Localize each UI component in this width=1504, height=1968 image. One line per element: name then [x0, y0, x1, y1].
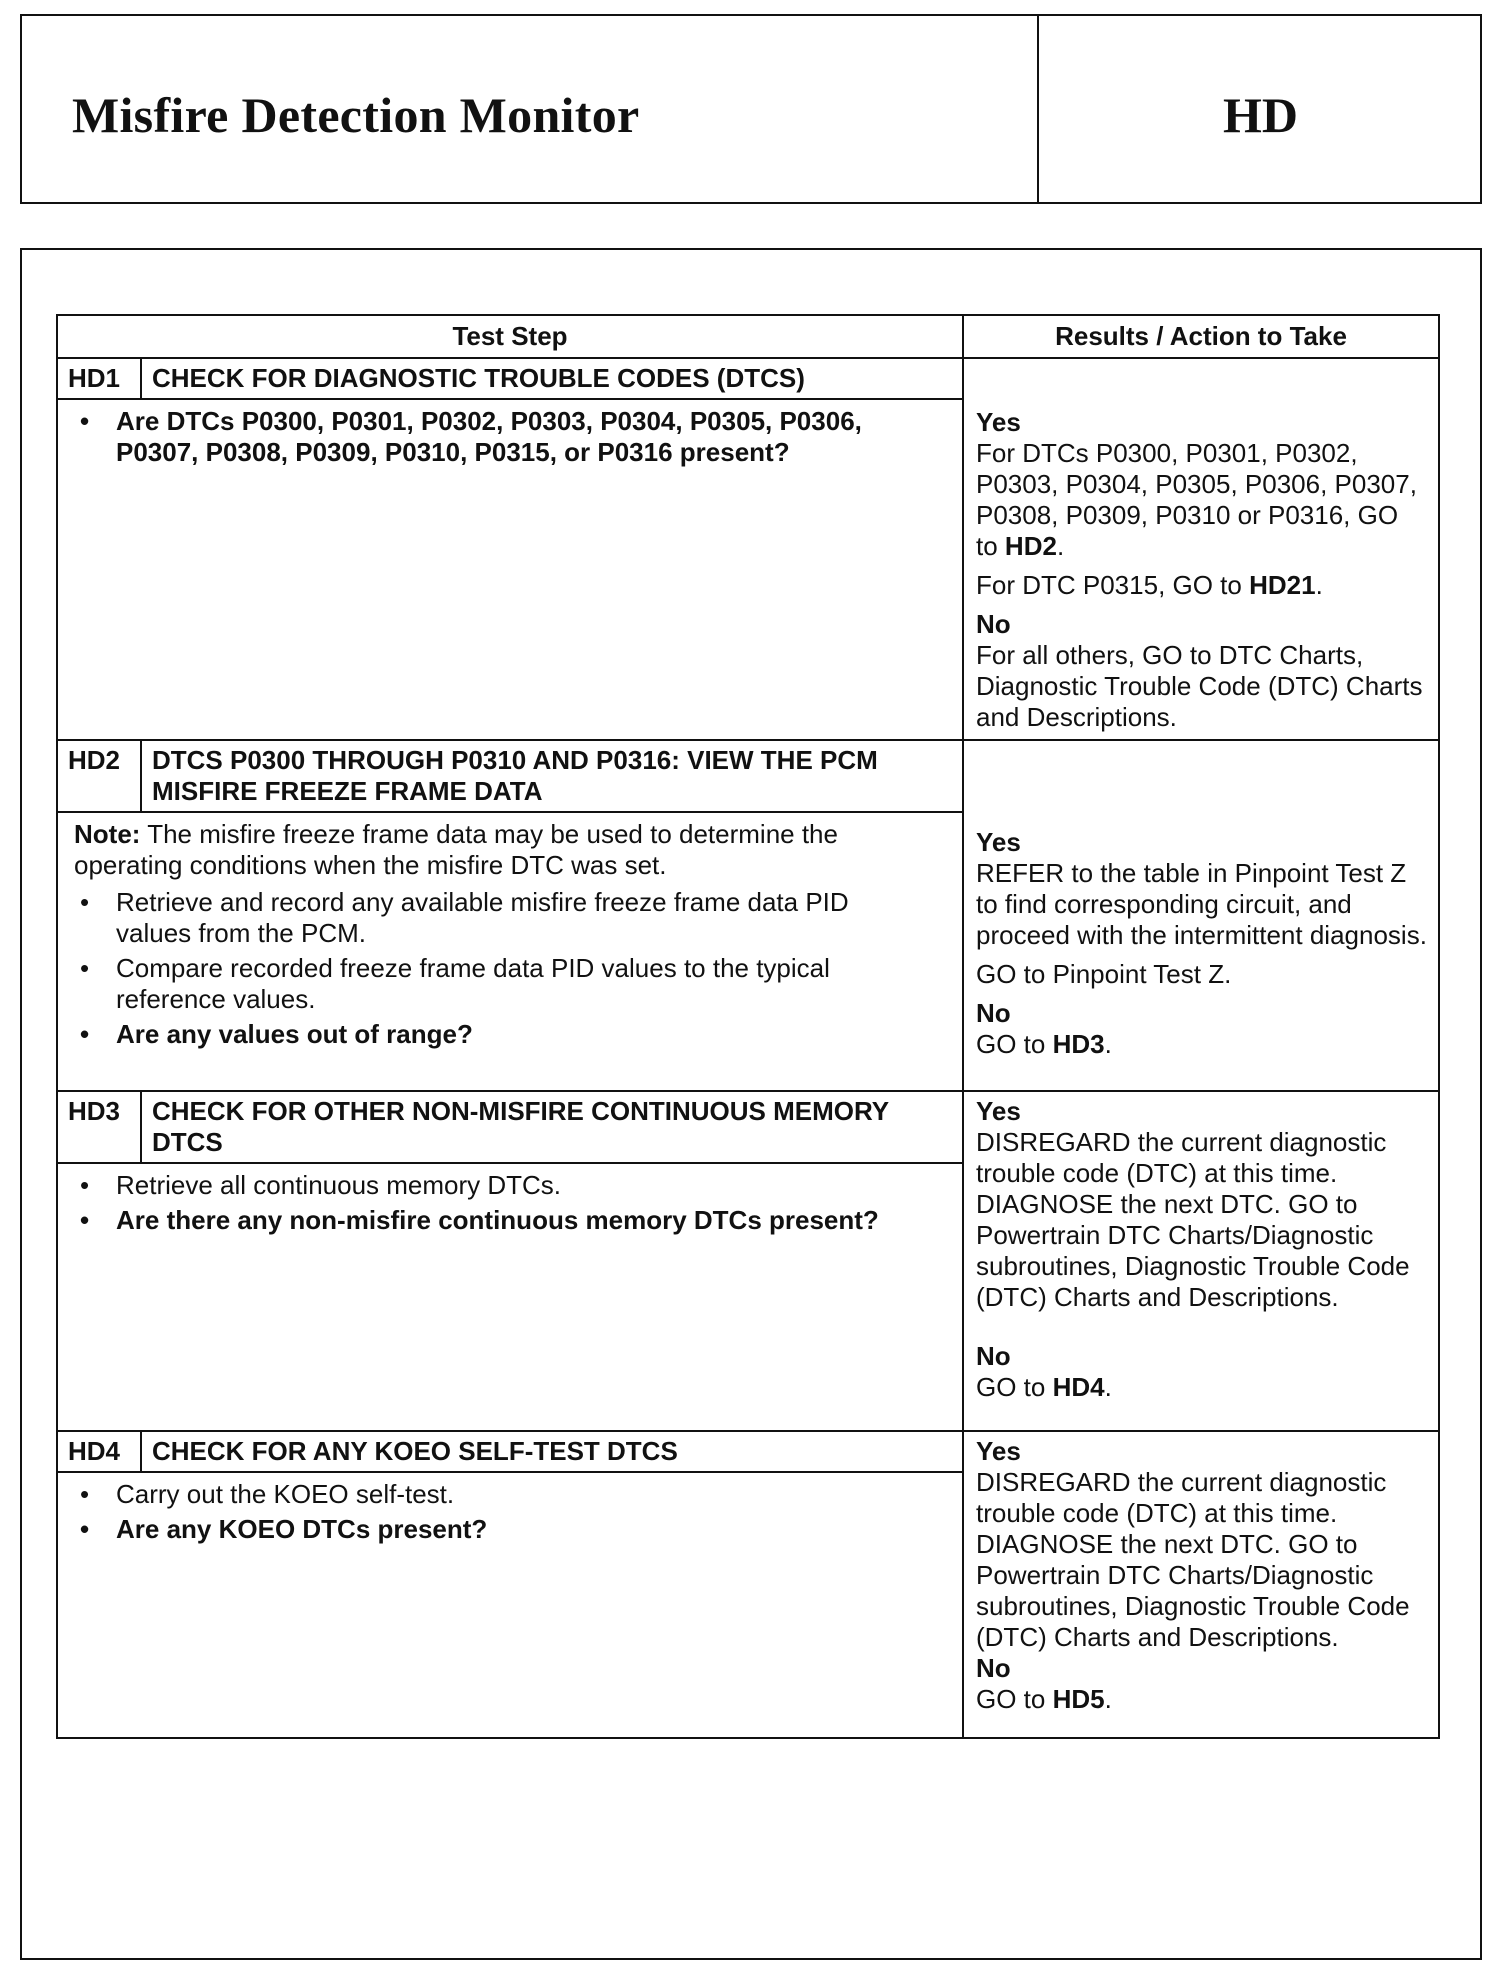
table-row-hd2 — [57, 740, 1439, 1091]
step-question: • Are there any non-misfire continuous memory DTCs present? — [74, 1205, 922, 1236]
step-title: DTCS P0300 THROUGH P0310 AND P0316: VIEW THE PCM MISFIRE FREEZE FRAME DATA — [152, 745, 878, 806]
step-id: HD4 — [58, 1432, 142, 1471]
step-body-hd2 — [58, 813, 962, 1064]
goto-ref-hd2[interactable]: HD2 — [1004, 531, 1057, 561]
step-question: • Are DTCs P0300, P0301, P0302, P0303, P0304, P0305, P0306, P0307, P0308, P0309, P0310, P0315, or P0316 present? — [74, 406, 922, 468]
column-header-results: Results / Action to Take — [963, 315, 1439, 358]
step-header-hd3 — [58, 1092, 962, 1164]
yes-label: Yes — [976, 1436, 1021, 1466]
step-id: HD2 — [58, 741, 142, 811]
step-id: HD1 — [58, 359, 142, 398]
step-cell-hd3 — [57, 1091, 963, 1431]
table-header-row — [57, 315, 1439, 358]
step-question: • Are any KOEO DTCs present? — [74, 1514, 922, 1545]
yes-action-text-2: For DTC P0315, GO to — [976, 570, 1242, 600]
test-step-table — [56, 314, 1440, 1739]
page-header — [20, 14, 1482, 204]
no-label: No — [976, 1341, 1011, 1371]
no-action-text: GO to — [976, 1029, 1046, 1059]
column-header-test-step: Test Step — [57, 315, 963, 358]
step-header-hd1 — [58, 359, 962, 400]
section-code: HD — [1223, 87, 1298, 143]
result-cell-hd2: Yes REFER to the table in Pinpoint Test Z to find corresponding circuit, and proceed with the intermittent diagnosis. GO to Pinpoint Test Z. No GO to HD3. — [963, 740, 1439, 1091]
goto-ref-hd4[interactable]: HD4 — [1052, 1372, 1105, 1402]
yes-action-text-2: GO to Pinpoint Test Z. — [976, 959, 1232, 989]
result-cell-hd3: Yes DISREGARD the current diagnostic trouble code (DTC) at this time. DIAGNOSE the next DTC. GO to Powertrain DTC Charts/Diagnostic subroutines, Diagnostic Trouble Code (DTC) Charts and Descriptions. No GO to HD4. — [963, 1091, 1439, 1431]
yes-label: Yes — [976, 827, 1021, 857]
page-title: Misfire Detection Monitor — [72, 87, 640, 143]
step-instruction: • Retrieve and record any available misfire freeze frame data PID values from the PCM. — [74, 887, 922, 949]
step-cell-hd1 — [57, 358, 963, 740]
result-cell-hd4: Yes DISREGARD the current diagnostic trouble code (DTC) at this time. DIAGNOSE the next DTC. GO to Powertrain DTC Charts/Diagnostic subroutines, Diagnostic Trouble Code (DTC) Charts and Descriptions. No GO to HD5. — [963, 1431, 1439, 1738]
step-instruction: • Retrieve all continuous memory DTCs. — [74, 1170, 922, 1201]
yes-action-text: REFER to the table in Pinpoint Test Z to find corresponding circuit, and proceed with the intermittent diagnosis. — [976, 858, 1427, 950]
note-text: The misfire freeze frame data may be used to determine the operating conditions when the misfire DTC was set. — [74, 819, 838, 880]
goto-ref-hd5[interactable]: HD5 — [1052, 1684, 1105, 1714]
step-body-hd1 — [58, 400, 962, 482]
goto-ref-hd3[interactable]: HD3 — [1052, 1029, 1105, 1059]
step-cell-hd2 — [57, 740, 963, 1091]
step-body-hd3 — [58, 1164, 962, 1250]
step-header-hd4 — [58, 1432, 962, 1473]
step-title: CHECK FOR OTHER NON-MISFIRE CONTINUOUS MEMORY DTCS — [152, 1096, 889, 1157]
yes-action-text: For DTCs P0300, P0301, P0302, P0303, P0304, P0305, P0306, P0307, P0308, P0309, P0310 or P0316, GO to — [976, 438, 1417, 561]
table-row-hd1 — [57, 358, 1439, 740]
step-id: HD3 — [58, 1092, 142, 1162]
step-cell-hd4 — [57, 1431, 963, 1738]
no-label: No — [976, 609, 1011, 639]
no-label: No — [976, 1653, 1011, 1683]
goto-ref-hd21[interactable]: HD21 — [1249, 570, 1316, 600]
step-title: CHECK FOR DIAGNOSTIC TROUBLE CODES (DTCS) — [152, 363, 805, 393]
no-label: No — [976, 998, 1011, 1028]
yes-action-text: DISREGARD the current diagnostic trouble code (DTC) at this time. DIAGNOSE the next DTC. GO to Powertrain DTC Charts/Diagnostic subroutines, Diagnostic Trouble Code (DTC) Charts and Descriptions. — [976, 1467, 1410, 1652]
step-question: • Are any values out of range? — [74, 1019, 922, 1050]
table-row-hd4 — [57, 1431, 1439, 1738]
step-note — [74, 819, 922, 881]
yes-label: Yes — [976, 407, 1021, 437]
yes-action-text: DISREGARD the current diagnostic trouble code (DTC) at this time. DIAGNOSE the next DTC. GO to Powertrain DTC Charts/Diagnostic subroutines, Diagnostic Trouble Code (DTC) Charts and Descriptions. — [976, 1127, 1410, 1312]
no-action-text: For all others, GO to DTC Charts, Diagnostic Trouble Code (DTC) Charts and Descriptions. — [976, 640, 1423, 732]
step-header-hd2 — [58, 741, 962, 813]
no-action-text: GO to — [976, 1684, 1046, 1714]
yes-label: Yes — [976, 1096, 1021, 1126]
no-action-text: GO to — [976, 1372, 1046, 1402]
note-label: Note: — [74, 819, 141, 849]
step-body-hd4 — [58, 1473, 962, 1559]
result-cell-hd1: Yes For DTCs P0300, P0301, P0302, P0303, P0304, P0305, P0306, P0307, P0308, P0309, P0310 or P0316, GO to HD2. For DTC P0315, GO to HD21. No For all others, GO to DTC Charts, Diagnostic Trouble Code (DTC) Charts and Descriptions. — [963, 358, 1439, 740]
step-instruction: • Compare recorded freeze frame data PID values to the typical reference values. — [74, 953, 922, 1015]
table-row-hd3 — [57, 1091, 1439, 1431]
step-instruction: • Carry out the KOEO self-test. — [74, 1479, 922, 1510]
step-title: CHECK FOR ANY KOEO SELF-TEST DTCS — [152, 1436, 678, 1466]
